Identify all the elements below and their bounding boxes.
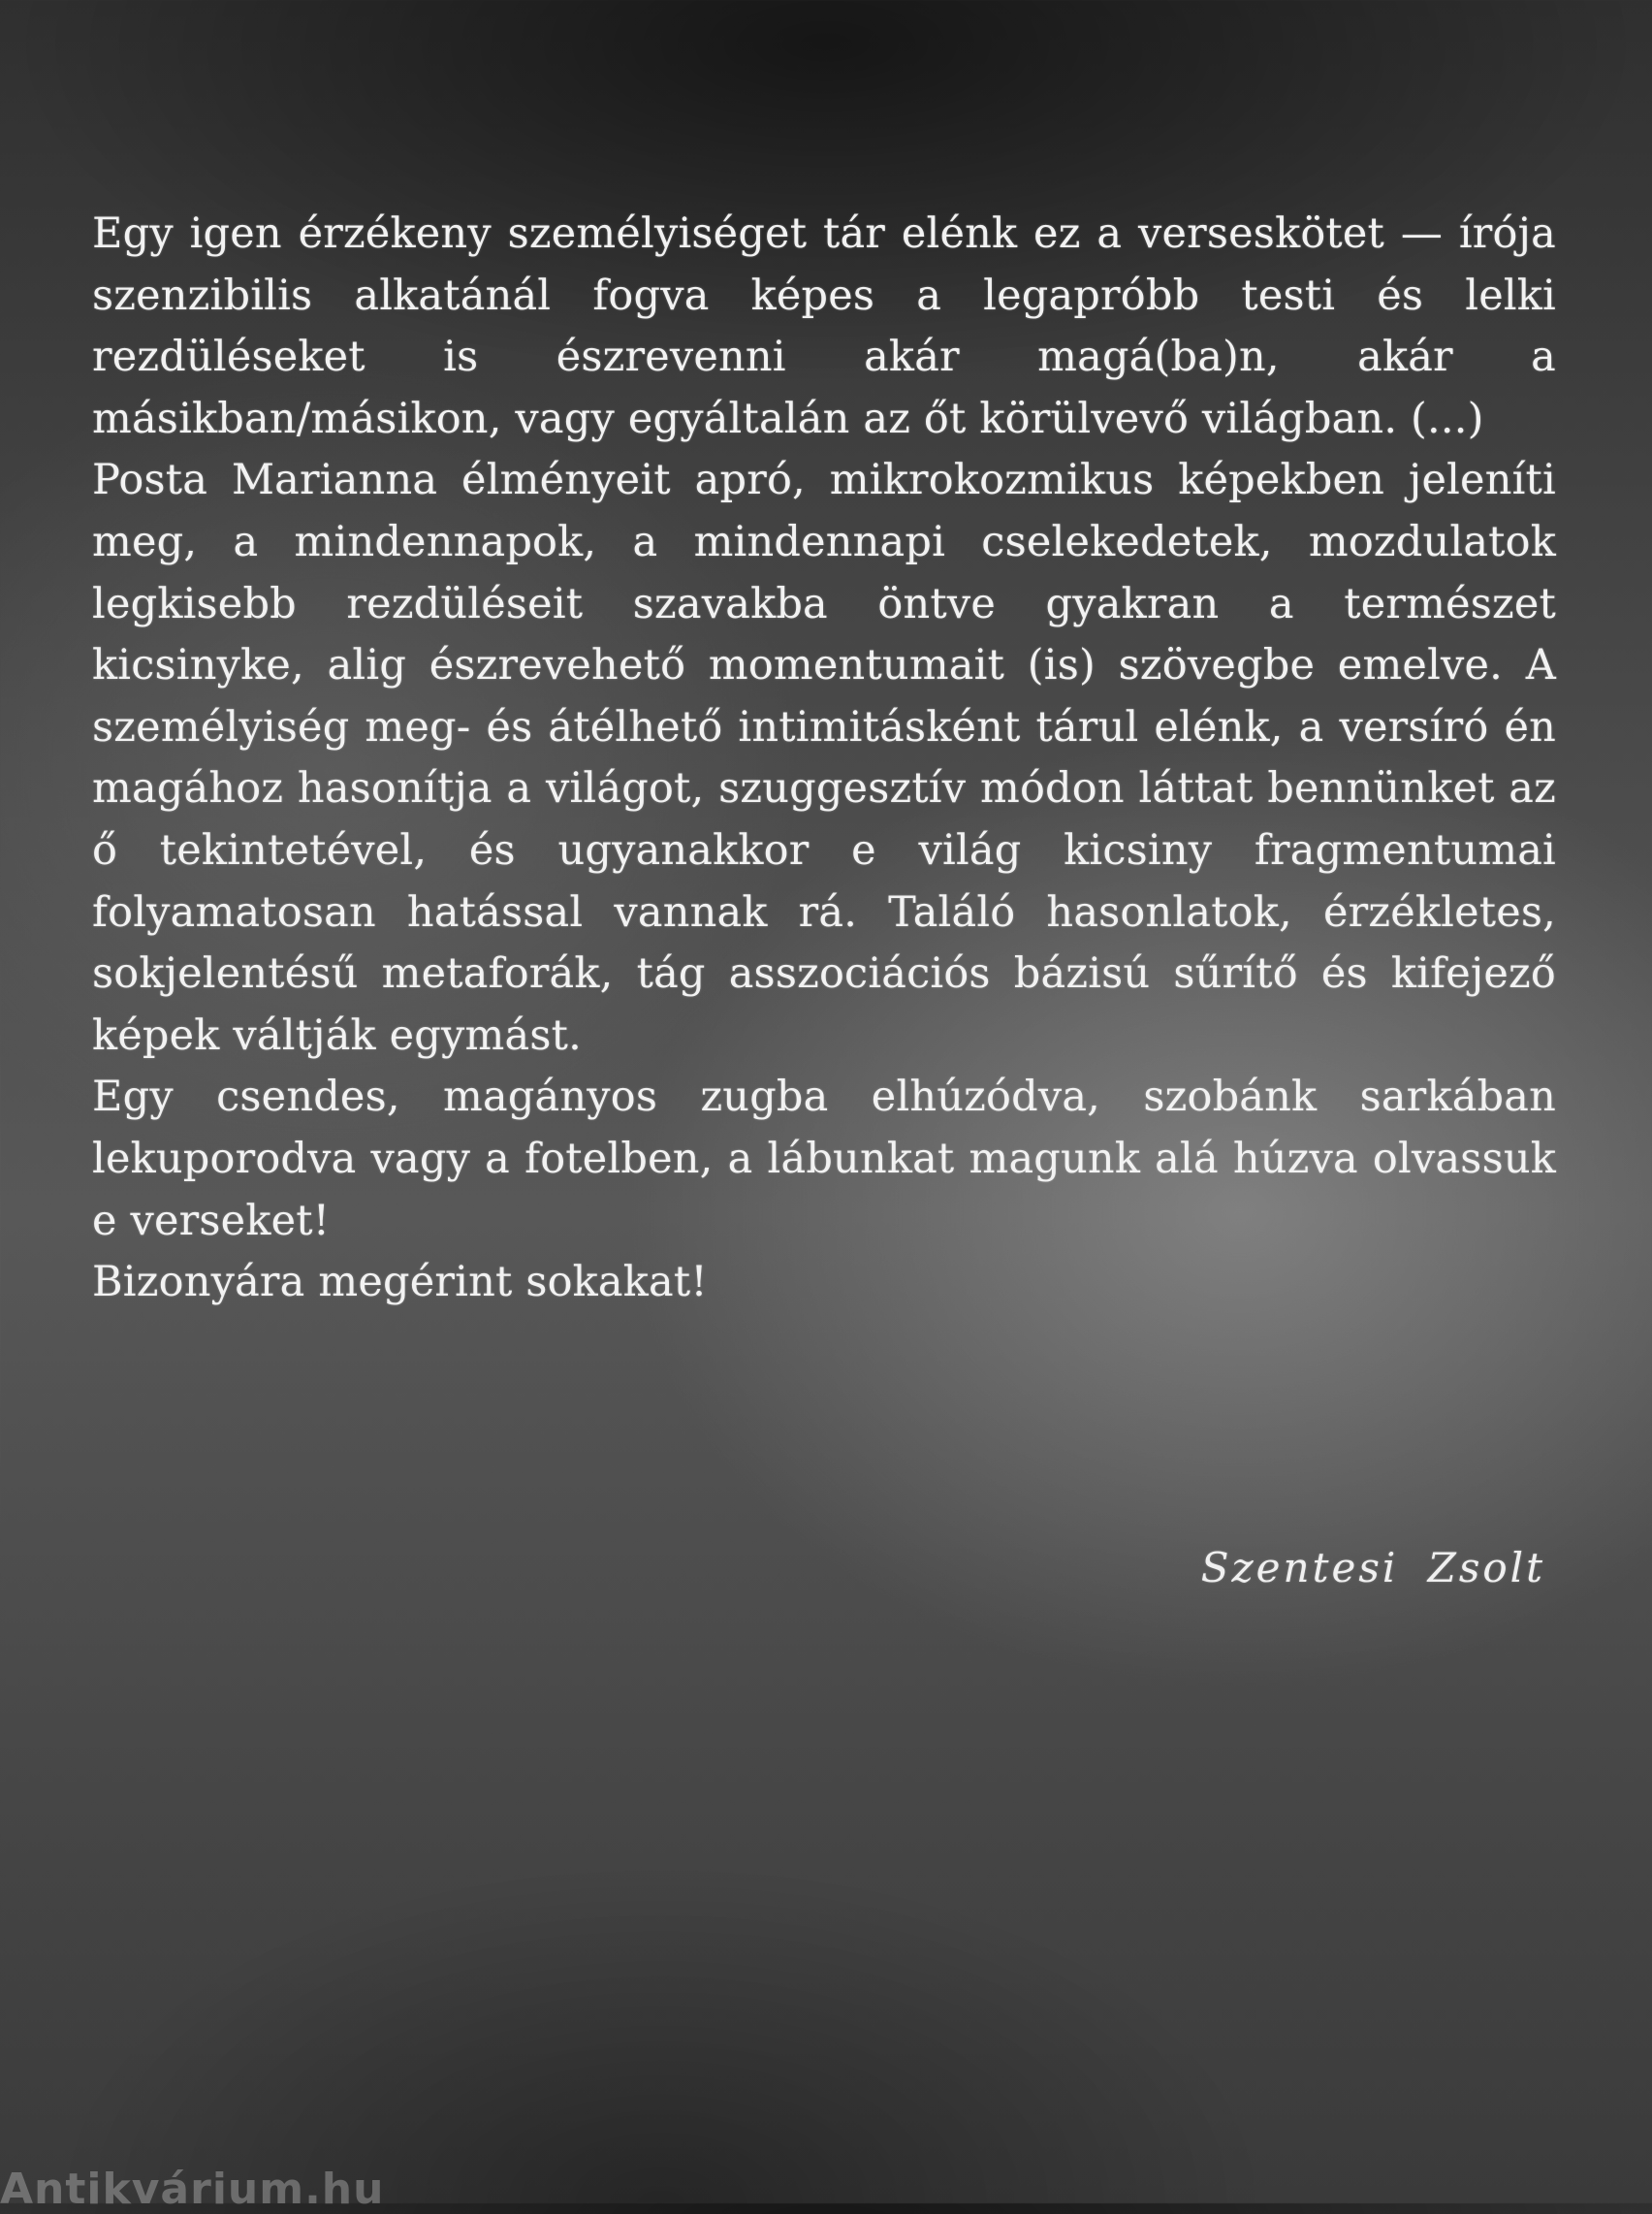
blurb-text: [92, 204, 1556, 1314]
paragraph-closing: Bizonyára megérint sokakat!: [92, 1258, 708, 1307]
paragraph-description: Posta Marianna élményeit apró, mikrokozmikus képekben jeleníti meg, a mindennapok, a mindennapi cselekedetek, mozdulatok legkisebb rezdüléseit szavakba öntve gyakran a természet kicsinyke, alig észrevehető momentumait (is) szövegbe emelve. A személyiség meg- és átélhető intimitásként tárul elénk, a versíró én magához hasonítja a világot, szuggesztív módon láttat bennünket az ő tekintetével, és ugyanakkor e világ kicsiny fragmentumai folyamatosan hatással vannak rá. Találó hasonlatok, érzékletes, sokjelentésű metaforák, tág asszociációs bázisú sűrítő és kifejező képek váltják egymást.: [92, 456, 1556, 1060]
author-signature: Szentesi Zsolt: [1200, 1544, 1545, 1591]
paragraph-invitation: Egy csendes, magányos zugba elhúzódva, szobánk sarkában lekuporodva vagy a fotelben, a lábunkat magunk alá húzva olvassuk e verseket!: [92, 1073, 1556, 1245]
watermark-text: Antikvárium.hu: [0, 2165, 385, 2214]
paragraph-intro: Egy igen érzékeny személyiséget tár elénk ez a verseskötet — írója szenzibilis alkatánál fogva képes a legapróbb testi és lelki rezdüléseket is észrevenni akár magá(ba)n, akár a másikban/másikon, vagy egyáltalán az őt körülvevő világban. (...): [92, 209, 1556, 443]
